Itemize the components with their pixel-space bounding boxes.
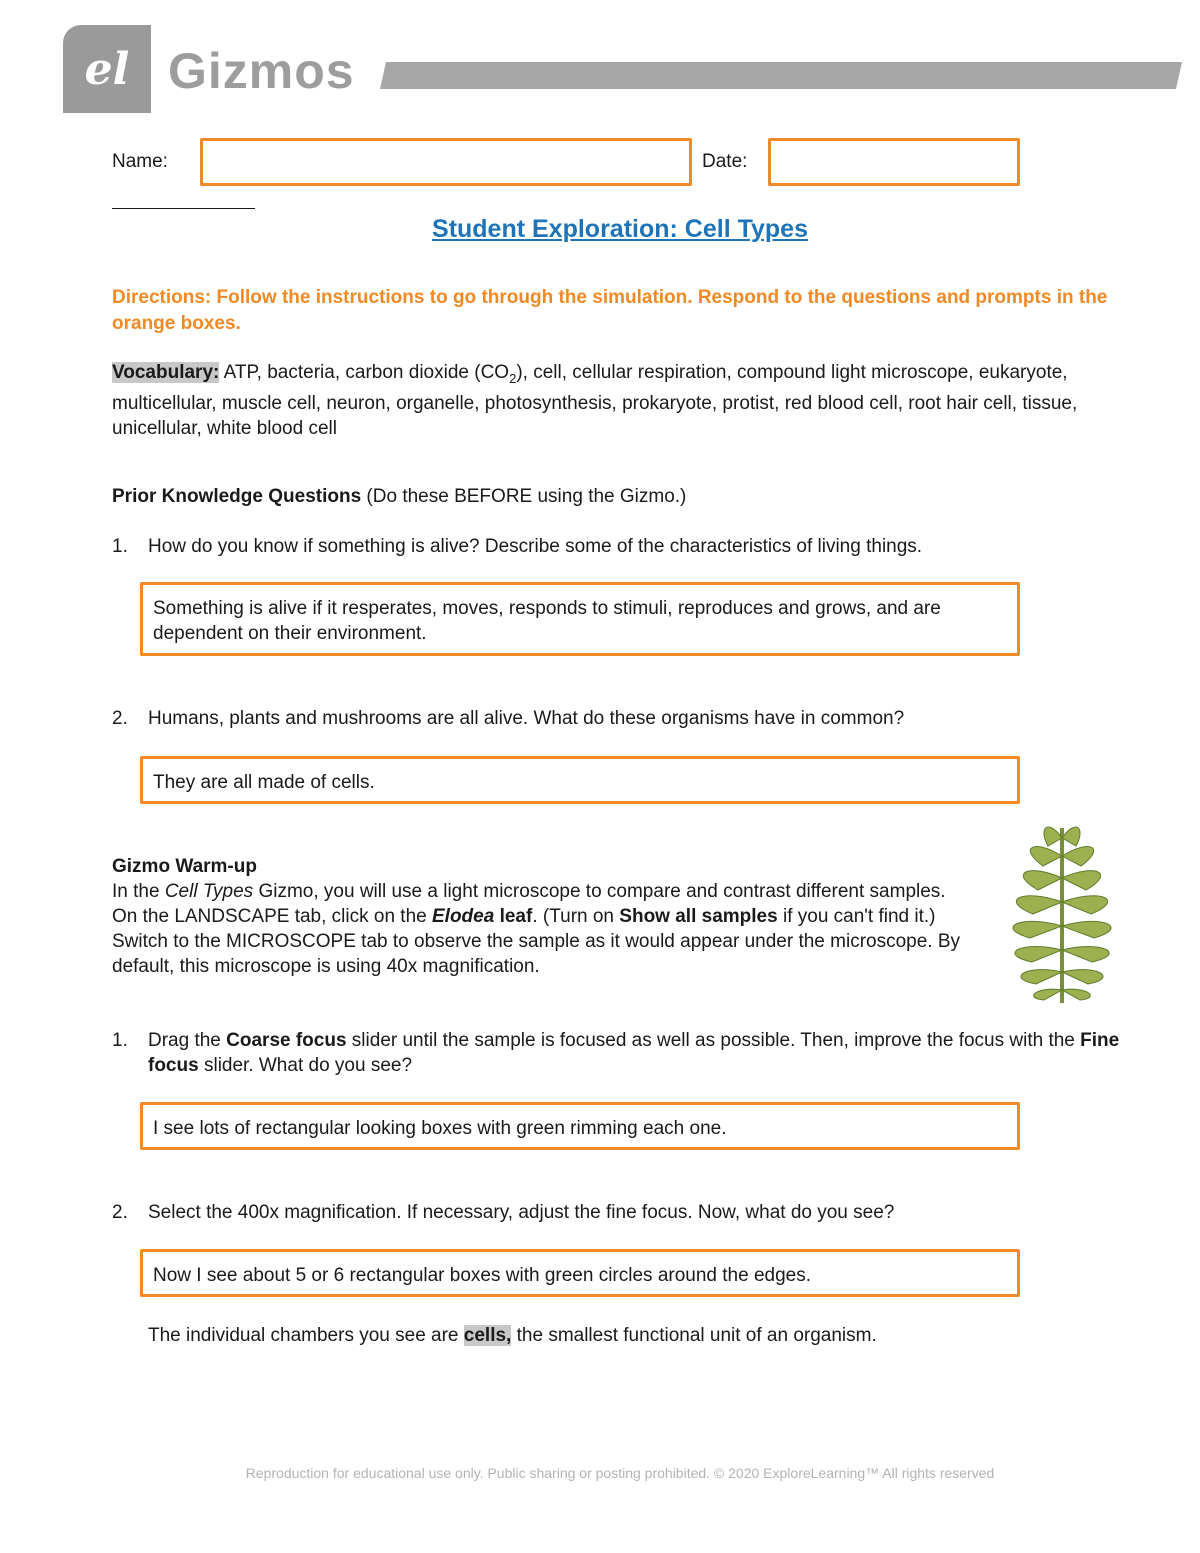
elodea-term: Elodea (432, 906, 495, 927)
warmup-question-1 (112, 1028, 1132, 1080)
prior-question-1 (112, 534, 1112, 560)
vocabulary-label: Vocabulary: (112, 362, 220, 383)
statement-text: the smallest functional unit of an organism. (511, 1325, 877, 1346)
question-text (148, 1028, 1132, 1078)
warmup-text: if you can't find it.) Switch to the MICROSCOPE tab to observe the sample as it would appear under the microscope. By default, this microscope is using 40x magnification. (112, 906, 961, 977)
question-text-part: slider until the sample is focused as well as possible. Then, improve the focus with the (346, 1030, 1081, 1051)
warmup-text: . (Turn on (532, 906, 620, 927)
page-title: Student Exploration: Cell Types (432, 215, 808, 243)
cells-statement (148, 1323, 877, 1349)
prior-knowledge-heading (112, 484, 686, 510)
elodea-plant-icon (988, 818, 1136, 1003)
warmup-heading: Gizmo Warm-up (112, 856, 257, 877)
answer-box-prior-1[interactable]: Something is alive if it resperates, moves, responds to stimuli, reproduces and grows, and are dependent on their environment. (140, 582, 1020, 656)
show-all-samples-term: Show all samples (619, 906, 778, 927)
warmup-text: In the (112, 881, 165, 902)
directions-text: Directions: Follow the instructions to go through the simulation. Respond to the questions and prompts in the orange boxes. (112, 287, 1108, 334)
warmup-section (112, 854, 972, 979)
date-label: Date: (702, 151, 748, 172)
prior-knowledge-note: (Do these BEFORE using the Gizmo.) (361, 486, 687, 507)
copyright-footer: Reproduction for educational use only. Public sharing or posting prohibited. © 2020 ExploreLearning™ All rights reserved (245, 1465, 995, 1481)
coarse-focus-term: Coarse focus (226, 1030, 347, 1051)
question-text-part: Drag the (148, 1030, 227, 1051)
answer-box-warmup-2[interactable]: Now I see about 5 or 6 rectangular boxes with green circles around the edges. (140, 1249, 1020, 1297)
vocabulary-paragraph (112, 360, 1122, 441)
name-field[interactable] (200, 138, 692, 186)
prior-question-2 (112, 706, 1112, 732)
name-label: Name: (112, 151, 168, 172)
prior-knowledge-title: Prior Knowledge Questions (112, 486, 362, 507)
question-number: 1. (112, 536, 128, 557)
warmup-text: Gizmo, you will use a light microscope to compare and contrast different samples. On the LANDSCAPE tab, click on the (112, 881, 946, 927)
header-bar (380, 62, 1182, 89)
leaf-term: leaf (494, 906, 533, 927)
cells-term: cells, (463, 1325, 512, 1346)
gizmo-name: Cell Types (164, 881, 254, 902)
question-number: 2. (112, 1202, 128, 1223)
answer-box-warmup-1[interactable]: I see lots of rectangular looking boxes with green rimming each one. (140, 1102, 1020, 1150)
answer-box-prior-2[interactable]: They are all made of cells. (140, 756, 1020, 804)
explorelearning-logo: el (84, 43, 130, 95)
question-text-part: slider. What do you see? (198, 1055, 413, 1076)
question-number: 2. (112, 708, 128, 729)
question-text: How do you know if something is alive? Describe some of the characteristics of living things. (148, 536, 923, 557)
question-text: Humans, plants and mushrooms are all alive. What do these organisms have in common? (148, 708, 905, 729)
question-text: Select the 400x magnification. If necessary, adjust the fine focus. Now, what do you see? (148, 1202, 895, 1223)
statement-text: The individual chambers you see are (148, 1325, 464, 1346)
fine-focus-term: Fine focus (148, 1030, 1120, 1076)
warmup-question-2 (112, 1200, 1132, 1226)
warmup-paragraph (112, 879, 972, 979)
brand-name: Gizmos (168, 43, 355, 99)
question-number: 1. (112, 1030, 128, 1051)
vocabulary-terms-rest: ), cell, cellular respiration, compound light microscope, eukaryote, multicellular, muscle cell, neuron, organelle, photosynthesis, prokaryote, protist, red blood cell, root hair cell, tissue, unicellular, white blood cell (112, 362, 1078, 439)
vocabulary-terms: ATP, bacteria, carbon dioxide (CO (219, 362, 510, 383)
vocabulary-subscript: 2 (509, 370, 517, 386)
name-underline (112, 208, 255, 209)
date-field[interactable] (768, 138, 1020, 186)
